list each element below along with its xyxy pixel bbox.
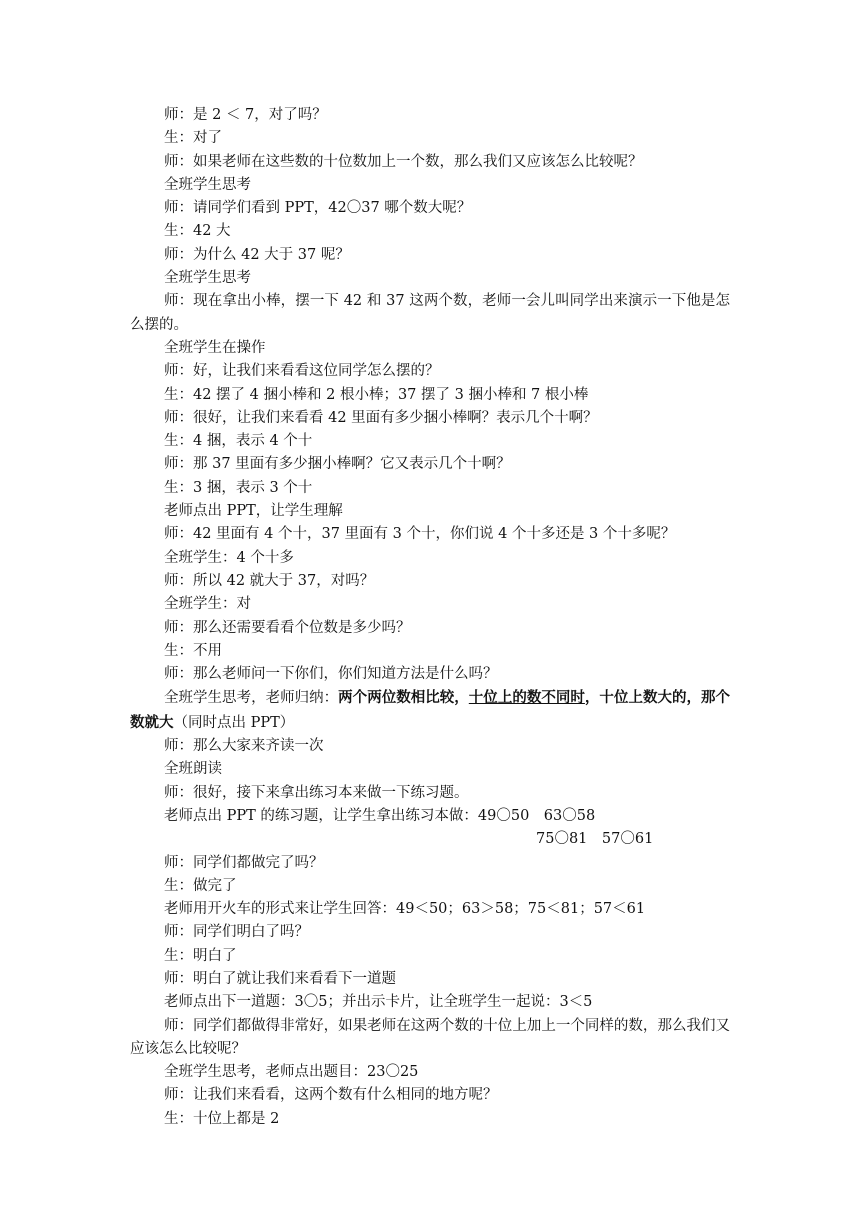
summary-bold-1: 两个两位数相比较， bbox=[338, 689, 469, 707]
dialogue-line: 生：42 大 bbox=[164, 223, 231, 240]
dialogue-line: 全班学生思考 bbox=[164, 270, 251, 287]
dialogue-line: 全班学生：4 个十多 bbox=[164, 549, 294, 566]
dialogue-line: 师：是 2 ＜ 7，对了吗？ bbox=[164, 107, 327, 123]
dialogue-line: 师：同学们都做完了吗？ bbox=[164, 854, 324, 871]
dialogue-line: 师：明白了就让我们来看看下一道题 bbox=[164, 970, 396, 987]
dialogue-line: 师：那 37 里面有多少捆小棒啊？它又表示几个十啊？ bbox=[164, 456, 511, 473]
dialogue-line: 师：同学们都做得非常好，如果老师在这两个数的十位上加上一个同样的数，那么我们又应该怎么比较呢？ bbox=[130, 1017, 730, 1057]
dialogue-line: 生：不用 bbox=[164, 642, 222, 659]
dialogue-line: 师：所以 42 就大于 37，对吗？ bbox=[164, 572, 375, 589]
dialogue-line: 师：现在拿出小棒，摆一下 42 和 37 这两个数，老师一会儿叫同学出来演示一下他是怎么摆的。 bbox=[130, 293, 730, 333]
dialogue-line: 全班学生在操作 bbox=[164, 339, 266, 356]
dialogue-line: 师：为什么 42 大于 37 呢？ bbox=[164, 246, 350, 263]
dialogue-line: 师：请同学们看到 PPT，42〇37 哪个数大呢？ bbox=[164, 200, 472, 217]
dialogue-line: 师：那么老师问一下你们，你们知道方法是什么吗？ bbox=[164, 666, 498, 683]
dialogue-line: 师：42 里面有 4 个十，37 里面有 3 个十，你们说 4 个十多还是 3 个十多呢？ bbox=[164, 526, 676, 543]
dialogue-line: 全班学生思考，老师点出题目：23〇25 bbox=[164, 1064, 419, 1081]
dialogue-line: 师：那么还需要看看个位数是多少吗？ bbox=[164, 619, 411, 636]
dialogue-line: 师：很好，接下来拿出练习本来做一下练习题。 bbox=[164, 784, 469, 801]
dialogue-line: 老师用开火车的形式来让学生回答：49＜50；63＞58；75＜81；57＜61 bbox=[164, 901, 646, 918]
dialogue-line: 全班学生：对 bbox=[164, 596, 251, 613]
summary-bold-2: ，十位上数大的，那个数就大 bbox=[130, 689, 731, 731]
dialogue-line: 师：让我们来看看，这两个数有什么相同的地方呢？ bbox=[164, 1087, 498, 1104]
dialogue-line: 老师点出 PPT，让学生理解 bbox=[164, 503, 343, 520]
document-page bbox=[130, 104, 730, 1131]
dialogue-line: 生：十位上都是 2 bbox=[164, 1110, 280, 1127]
dialogue-line: 生：4 捆，表示 4 个十 bbox=[164, 433, 313, 450]
dialogue-line: 生：42 摆了 4 捆小棒和 2 根小棒；37 摆了 3 捆小棒和 7 根小棒 bbox=[164, 386, 589, 403]
method-summary bbox=[130, 686, 730, 735]
summary-suffix: （同时点出 PPT） bbox=[173, 714, 295, 731]
dialogue-line: 师：很好，让我们来看看 42 里面有多少捆小棒啊？表示几个十啊？ bbox=[164, 409, 598, 426]
dialogue-line: 全班学生思考 bbox=[164, 176, 251, 193]
summary-underlined: 十位上的数不同时 bbox=[468, 689, 585, 707]
dialogue-line: 生：对了 bbox=[164, 130, 222, 147]
dialogue-line: 师：好，让我们来看看这位同学怎么摆的？ bbox=[164, 363, 440, 380]
summary-prefix: 全班学生思考，老师归纳： bbox=[164, 690, 339, 707]
dialogue-line: 师：如果老师在这些数的十位数加上一个数，那么我们又应该怎么比较呢？ bbox=[164, 153, 643, 170]
dialogue-line: 生：做完了 bbox=[164, 877, 237, 894]
exercise-intro: 老师点出 PPT 的练习题，让学生拿出练习本做：49〇50 63〇58 bbox=[164, 807, 596, 824]
dialogue-line: 师：那么大家来齐读一次 bbox=[164, 738, 324, 755]
dialogue-line: 生：3 捆，表示 3 个十 bbox=[164, 479, 313, 496]
dialogue-line: 师：同学们明白了吗？ bbox=[164, 924, 309, 941]
dialogue-line: 老师点出下一道题：3〇5；并出示卡片，让全班学生一起说：3＜5 bbox=[164, 994, 593, 1011]
exercise-second-row: 75〇81 57〇61 bbox=[536, 831, 654, 848]
dialogue-line: 生：明白了 bbox=[164, 947, 237, 964]
dialogue-line: 全班朗读 bbox=[164, 761, 222, 778]
